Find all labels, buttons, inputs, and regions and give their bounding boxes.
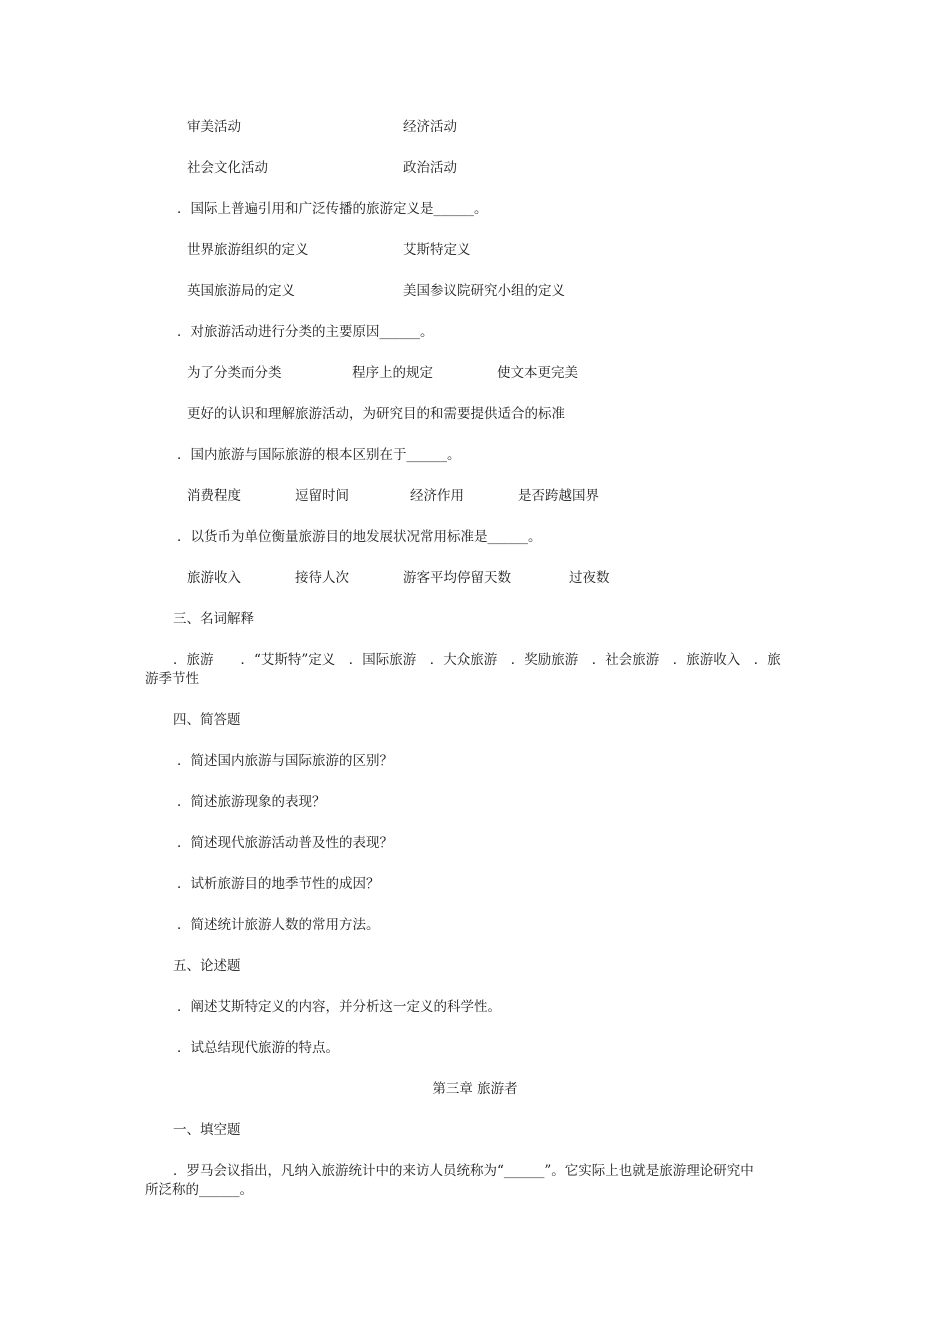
essay-question: ．试总结现代旅游的特点。 xyxy=(177,1040,339,1056)
section-heading: 一、填空题 xyxy=(173,1122,241,1138)
option-d: 更好的认识和理解旅游活动，为研究目的和需要提供适合的标准 xyxy=(187,406,565,422)
short-answer-question: ．简述旅游现象的表现？ xyxy=(177,794,326,810)
short-answer-question: ．简述国内旅游与国际旅游的区别？ xyxy=(177,753,393,769)
fill-in-question: ．罗马会议指出，凡纳入旅游统计中的来访人员统称为“______”。它实际上也就是旅游理论研究中 xyxy=(173,1163,754,1179)
short-answer-question: ．简述现代旅游活动普及性的表现？ xyxy=(177,835,393,851)
question-stem: ．国际上普遍引用和广泛传播的旅游定义是______。 xyxy=(177,201,488,217)
section-heading: 五、论述题 xyxy=(173,958,241,974)
option-b: 经济活动 xyxy=(403,119,457,135)
chapter-title: 第三章 旅游者 xyxy=(432,1081,518,1097)
question-stem: ．国内旅游与国际旅游的根本区别在于______。 xyxy=(177,447,461,463)
option-c: 使文本更完美 xyxy=(497,365,578,381)
essay-question: ．阐述艾斯特定义的内容，并分析这一定义的科学性。 xyxy=(177,999,501,1015)
option-a: 消费程度 xyxy=(187,488,241,504)
option-b: 艾斯特定义 xyxy=(403,242,471,258)
option-c: 游客平均停留天数 xyxy=(403,570,511,586)
option-b: 逗留时间 xyxy=(295,488,349,504)
option-d: 美国参议院研究小组的定义 xyxy=(403,283,565,299)
section-heading: 三、名词解释 xyxy=(173,611,254,627)
section-heading: 四、简答题 xyxy=(173,712,241,728)
option-a: 审美活动 xyxy=(187,119,241,135)
fill-in-question-continued: 所泛称的______。 xyxy=(145,1182,253,1198)
term-list-continued: 游季节性 xyxy=(145,671,199,687)
option-c: 社会文化活动 xyxy=(187,160,268,176)
option-b: 程序上的规定 xyxy=(352,365,433,381)
option-d: 过夜数 xyxy=(569,570,610,586)
short-answer-question: ．简述统计旅游人数的常用方法。 xyxy=(177,917,380,933)
short-answer-question: ．试析旅游目的地季节性的成因？ xyxy=(177,876,380,892)
option-b: 接待人次 xyxy=(295,570,349,586)
question-stem: ．以货币为单位衡量旅游目的地发展状况常用标准是______。 xyxy=(177,529,542,545)
option-a: 为了分类而分类 xyxy=(187,365,282,381)
option-d: 政治活动 xyxy=(403,160,457,176)
option-c: 经济作用 xyxy=(410,488,464,504)
option-a: 世界旅游组织的定义 xyxy=(187,242,309,258)
option-d: 是否跨越国界 xyxy=(518,488,599,504)
question-stem: ．对旅游活动进行分类的主要原因______。 xyxy=(177,324,434,340)
option-c: 英国旅游局的定义 xyxy=(187,283,295,299)
term-list: ．旅游 ．“艾斯特”定义 ．国际旅游 ．大众旅游 ．奖励旅游 ．社会旅游 ．旅游收入 ．旅 xyxy=(173,652,781,668)
option-a: 旅游收入 xyxy=(187,570,241,586)
